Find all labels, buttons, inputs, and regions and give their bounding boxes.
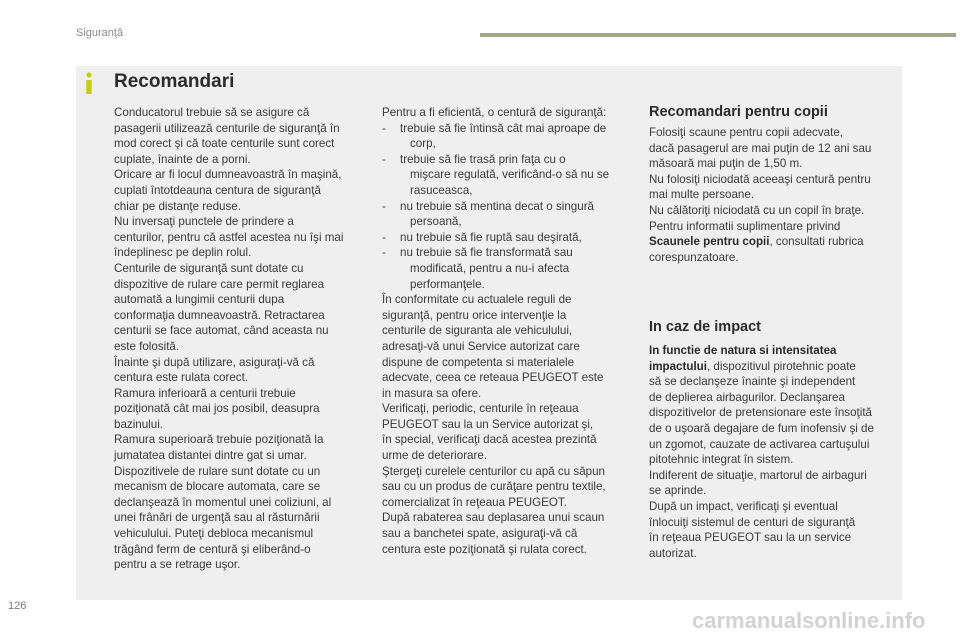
bullet-text-continued: persoană, [410,215,462,229]
body-line: este folosită. [114,339,180,353]
body-line: urme de deteriorare. [382,449,488,463]
body-line: trăgând ferm de centură şi eliberând-o [114,542,311,556]
body-line: Pentru informatii suplimentare privind [649,219,841,233]
bullet-text-continued: mişcare regulată, verificând-o să nu se [410,168,610,182]
section-label: Siguranţă [76,27,124,39]
body-line: mecanism de blocare automata, care se [114,480,321,494]
body-line: Ştergeţi curelele centurilor cu apă cu săpun [382,464,605,478]
bullet-item [382,245,632,292]
body-line: centurii se face automat, când aceasta nu [114,324,329,338]
body-line: Dispozitivele de rulare sunt dotate cu un [114,464,321,478]
body-line: se aprinde. [649,484,707,498]
body-line: in masura sa ofere. [382,386,482,400]
bullet-dash: - [382,121,386,135]
efficiency-intro: Pentru a fi eficientă, o centură de siguranţă: [382,106,607,119]
body-line: Folosiţi scaune pentru copii adecvate, [649,126,843,139]
children-heading: Recomandari pentru copii [649,104,828,120]
body-line: dacă pasagerul are mai puţin de 12 ani sau [649,141,872,155]
body-line: centura este rulata corect. [114,371,249,385]
body-line: sau cu un produs de curăţare pentru textile, [382,480,606,494]
bullet-item [382,152,632,199]
body-line: cuplate, înainte de a porni. [114,152,251,166]
body-line: conformaţia dumneavoastră. Retractarea [114,308,325,322]
body-line: înlocuiţi sistemul de centuri de siguranţă [649,515,856,529]
bullet-text-continued: rasuceasca, [410,183,473,197]
bullet-text-continued: corp, [410,137,436,151]
body-line: mai multe persoane. [649,188,755,202]
children-reference: Scaunele pentru copii, consultati rubrica [649,235,864,249]
body-line: Oricare ar fi locul dumneavoastră în maşină, [114,168,342,182]
body-line: automată a lungimii centurii dupa [114,293,285,307]
page-title: Recomandari [114,71,235,92]
bullet-dash: - [382,199,386,213]
body-line: centura este poziţionată şi rulata corect. [382,542,587,556]
bullet-text-continued: modificată, pentru a nu-i afecta [410,261,570,275]
body-line: mod corect şi că toate centurile sunt corect [114,137,335,151]
body-line: Centurile de siguranţă sunt dotate cu [114,261,304,275]
impact-heading: In caz de impact [649,319,762,335]
body-line: în reţeaua PEUGEOT sau la un service [649,531,852,545]
bullet-dash: - [382,152,386,166]
body-line: vehiculului. Puteţi debloca mecanismul [114,527,314,541]
bullet-item [382,230,632,246]
watermark: carmanualsonline.info [692,608,926,633]
body-line: dispozitive de rulare care permit reglarea [114,277,325,291]
body-line: Verificaţi, periodic, centurile în reţeaua [382,402,579,416]
bullet-text: trebuie să fie trasă prin faţa cu o [400,152,566,166]
body-line: Ramura superioară trebuie poziţionată la [114,433,324,447]
body-line: de deplierea airbagurilor. Declanşarea [649,390,845,404]
body-line: să se declanşeze înainte şi independent [649,375,856,389]
body-line: Nu inversaţi punctele de prindere a [114,215,294,229]
page-number: 126 [8,600,27,612]
body-line: În conformitate cu actualele reguli de [382,293,572,307]
body-line: dispune de competenta si materialele [382,355,575,369]
body-line: bazinului. [114,417,163,431]
column-children [649,125,897,265]
body-line: îndeplinesc pe deplin rolul. [114,246,252,260]
bullet-item [382,199,632,230]
body-line: declanşează în momentul unei coliziuni, al [114,495,332,509]
body-line: cuplati întotdeauna centura de siguranţă [114,183,321,197]
body-line: centurilor, pentru că astfel acestea nu îşi mai [114,230,344,244]
body-line: După rabaterea sau deplasarea unui scaun [382,511,605,525]
body-line: centurile de siguranta ale vehiculului, [382,324,573,338]
body-line: comercializat în reţeaua PEUGEOT. [382,495,567,509]
impact-lead: In functie de natura si intensitatea [649,344,837,357]
children-last-line: corespunzatoare. [649,250,739,264]
bullet-text: trebuie să fie întinsă cât mai aproape de [400,121,607,135]
bullet-dash: - [382,230,386,244]
body-line: siguranţă, pentru orice intervenţie la [382,308,567,322]
column-impact [649,343,897,561]
bullet-text-continued: performanţele. [410,277,485,291]
bullet-item [382,121,632,152]
body-line: un zgomot, cauzate de activarea cartuşului [649,437,870,451]
bullet-text: nu trebuie să mentina decat o singură [400,199,594,213]
body-line: Înainte şi după utilizare, asiguraţi-vă că [114,355,315,369]
body-line: în special, verificaţi dacă acestea prezintă [382,433,597,447]
children-seats-ref: Scaunele pentru copii [649,235,770,249]
body-line: pentru a se retrage uşor. [114,558,241,572]
body-line: pasagerii utilizează centurile de siguranţă în [114,121,340,135]
body-line: jumatatea distantei dintre gat si umar. [114,449,307,463]
body-line: După un impact, verificaţi şi eventual [649,499,838,513]
body-line: sau a banchetei spate, asiguraţi-vă că [382,527,578,541]
body-line: unei frânări de urgenţă sau al răsturnării [114,511,320,525]
body-line: autorizat. [649,546,697,560]
body-line: Conducatorul trebuie să se asigure că [114,106,310,119]
body-line: adecvate, ceea ce reteaua PEUGEOT este [382,371,604,385]
body-line: Ramura inferioară a centurii trebuie [114,386,296,400]
header-bar [480,33,956,37]
body-line: de o uşoară degajare de fum inofensiv şi de [649,421,874,435]
body-line: adresaţi-vă unui Service autorizat care [382,339,580,353]
body-line: Indiferent de situaţie, martorul de airbaguri [649,468,867,482]
column-general [114,105,366,573]
bullet-text: nu trebuie să fie ruptă sau deşirată, [400,230,582,244]
body-line: PEUGEOT sau la un Service autorizat şi, [382,417,594,431]
column-efficiency [382,105,632,557]
efficiency-bullet-list [382,121,632,293]
info-icon [80,72,98,94]
bullet-text: nu trebuie să fie transformată sau [400,246,573,260]
impact-lead-2: impactului, dispozitivul pirotehnic poate [649,359,856,373]
body-line: pitotehnic integrat în sistem. [649,453,794,467]
body-line: măsoară mai puţin de 1,50 m. [649,157,803,171]
body-line: Nu folosiţi niciodată aceeaşi centură pentru [649,172,871,186]
body-line: chiar pe distanţe reduse. [114,199,241,213]
body-line: dispozitivelor de pretensionare este însoţită [649,406,872,420]
body-line: Nu călătoriţi niciodată cu un copil în braţe. [649,203,865,217]
efficiency-paragraphs [382,292,632,557]
bullet-dash: - [382,246,386,260]
body-line: poziţionată cât mai jos posibil, deasupra [114,402,320,416]
